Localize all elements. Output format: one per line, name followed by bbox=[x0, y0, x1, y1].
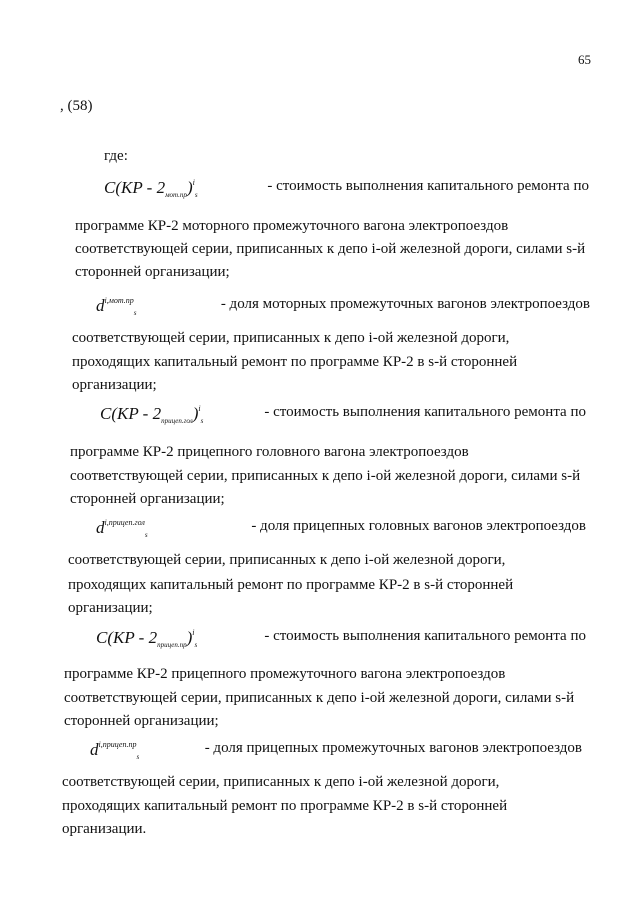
text-line: программе КР-2 моторного промежуточного вагона электропоездов bbox=[75, 218, 509, 234]
formula: $d^{i,мот.пр}_s$ bbox=[96, 296, 137, 317]
definition-first-line bbox=[104, 178, 589, 199]
formula: $d^{i,прицеп.пр}_s$ bbox=[90, 740, 140, 761]
text-line: организации. bbox=[62, 821, 147, 837]
text-line: сторонней организации; bbox=[75, 264, 230, 280]
definition-first-line bbox=[90, 740, 582, 761]
definition-text: - стоимость выполнения капитального ремонта по bbox=[267, 178, 589, 194]
definition-text: - доля прицепных головных вагонов электропоездов bbox=[251, 518, 586, 534]
text-line: соответствующей серии, приписанных к депо i-ой железной дороги, силами s-й bbox=[64, 690, 575, 706]
text-line: соответствующей серии, приписанных к депо i-ой железной дороги, силами s-й bbox=[75, 241, 586, 257]
text-line: организации; bbox=[68, 600, 153, 616]
text-line: организации; bbox=[72, 377, 157, 393]
where-label: где: bbox=[104, 148, 128, 164]
definition-text: - стоимость выполнения капитального ремонта по bbox=[264, 404, 586, 420]
text-line: программе КР-2 прицепного головного вагона электропоездов bbox=[70, 444, 469, 460]
text-line: соответствующей серии, приписанных к депо i-ой железной дороги, bbox=[72, 330, 510, 346]
text-line: проходящих капитальный ремонт по программе КР-2 в s-й сторонней bbox=[62, 798, 508, 814]
text-line: проходящих капитальный ремонт по программе КР-2 в s-й сторонней bbox=[72, 354, 518, 370]
text-line: проходящих капитальный ремонт по программе КР-2 в s-й сторонней bbox=[68, 577, 514, 593]
definition-text: - стоимость выполнения капитального ремонта по bbox=[264, 628, 586, 644]
equation-reference: , (58) bbox=[60, 98, 93, 114]
formula: $C(KP - 2_{мот.пр})^i_s$ bbox=[104, 178, 198, 199]
formula: $C(KP - 2_{прицеп.пр})^i_s$ bbox=[96, 628, 198, 649]
text-line: программе КР-2 прицепного промежуточного вагона электропоездов bbox=[64, 666, 506, 682]
formula: $C(KP - 2_{прицеп.гол})^i_s$ bbox=[100, 404, 204, 425]
definition-text: - доля моторных промежуточных вагонов электропоездов bbox=[220, 296, 590, 312]
formula: $d^{i,прицеп.гол}_s$ bbox=[96, 518, 148, 539]
text-line: соответствующей серии, приписанных к депо i-ой железной дороги, bbox=[68, 552, 506, 568]
text-line: соответствующей серии, приписанных к депо i-ой железной дороги, силами s-й bbox=[70, 468, 581, 484]
text-line: сторонней организации; bbox=[64, 713, 219, 729]
text-line: сторонней организации; bbox=[70, 491, 225, 507]
page-number: 65 bbox=[578, 52, 591, 67]
definition-first-line bbox=[96, 518, 586, 539]
text-line: соответствующей серии, приписанных к депо i-ой железной дороги, bbox=[62, 774, 500, 790]
definition-first-line bbox=[96, 296, 590, 317]
definition-first-line bbox=[100, 404, 586, 425]
definition-text: - доля прицепных промежуточных вагонов электропоездов bbox=[204, 740, 582, 756]
definition-first-line bbox=[96, 628, 586, 649]
